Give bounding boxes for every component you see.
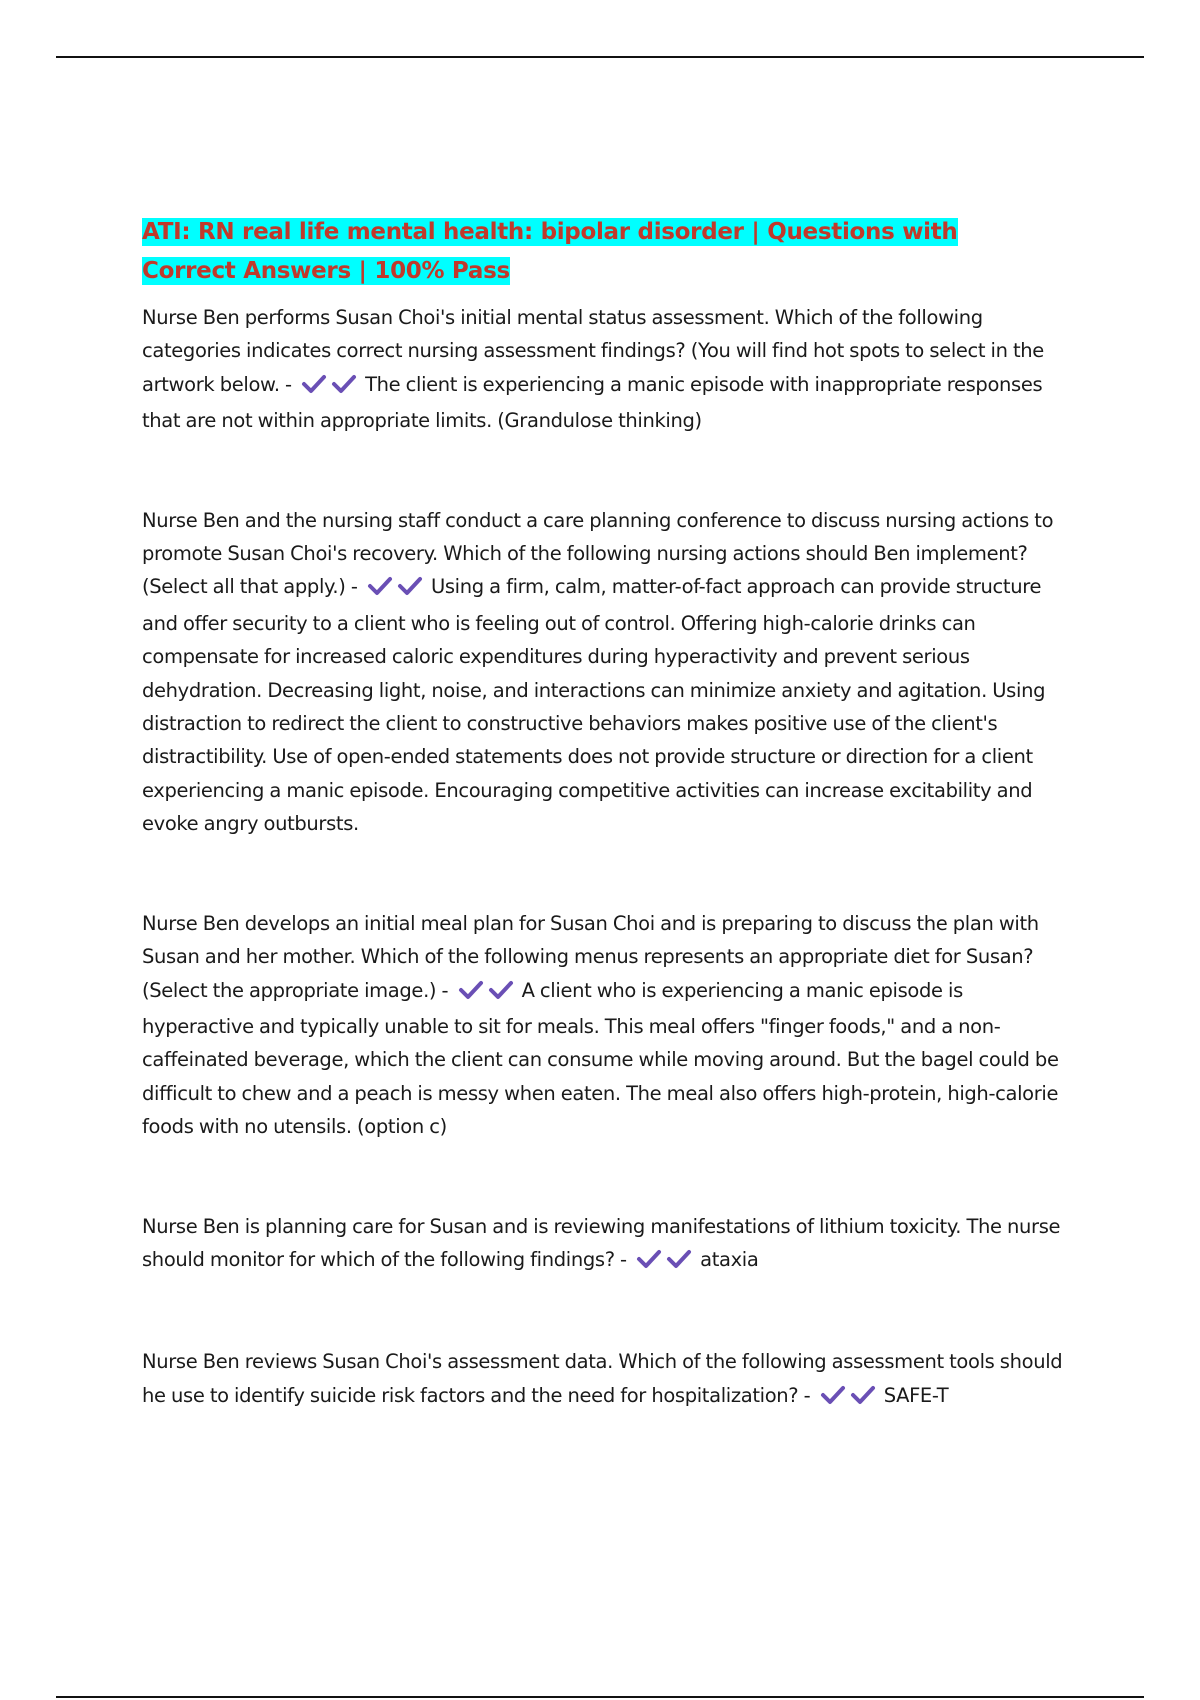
document-title bbox=[142, 213, 972, 291]
bottom-divider bbox=[56, 1696, 1144, 1698]
double-check-icon bbox=[301, 371, 361, 404]
double-check-icon bbox=[636, 1246, 696, 1279]
check-icon bbox=[301, 374, 327, 394]
question-text: Nurse Ben and the nursing staff conduct a care planning conference to discuss nursing actions to promote Susan Choi's recovery. Which of the following nursing actions should Ben implement? (Select all that apply.) - bbox=[142, 508, 1054, 599]
check-icon bbox=[367, 576, 393, 596]
answer-text: The client is experiencing a manic episode with inappropriate responses that are not within appropriate limits. (Grandulose thinking) bbox=[142, 372, 1043, 433]
qa-item-2 bbox=[142, 504, 1066, 841]
check-icon bbox=[488, 980, 514, 1000]
check-icon bbox=[397, 576, 423, 596]
answer-text: SAFE-T bbox=[883, 1383, 949, 1407]
qa-item-4 bbox=[142, 1210, 1066, 1280]
question-text: Nurse Ben performs Susan Choi's initial mental status assessment. Which of the following categories indicates correct nursing assessment findings? (You will find hot spots to select in the artwork below. - bbox=[142, 306, 1044, 396]
document-body bbox=[142, 213, 1066, 1481]
double-check-icon bbox=[458, 977, 518, 1010]
title-highlight: ATI: RN real life mental health: bipolar disorder | Questions with Correct Answers | 100% Pass bbox=[142, 219, 958, 284]
question-text: Nurse Ben reviews Susan Choi's assessment data. Which of the following assessment tools should he use to identify suicide risk factors and the need for hospitalization? - bbox=[142, 1350, 1063, 1407]
question-text: Nurse Ben develops an initial meal plan for Susan Choi and is preparing to discuss the plan with Susan and her mother. Which of the following menus represents an appropriate diet for Susan? (Select the appropriate image.) - bbox=[142, 911, 1039, 1002]
answer-text: A client who is experiencing a manic episode is hyperactive and typically unable to sit for meals. This meal offers "finger foods," and a non-caffeinated beverage, which the client can consume while moving around. But the bagel could be difficult to chew and a peach is messy when eaten. The meal also offers high-protein, high-calorie foods with no utensils. (option c) bbox=[142, 978, 1059, 1139]
qa-item-1 bbox=[142, 301, 1066, 438]
check-icon bbox=[666, 1249, 692, 1269]
check-icon bbox=[458, 980, 484, 1000]
answer-text: ataxia bbox=[700, 1247, 759, 1271]
top-divider bbox=[56, 56, 1144, 58]
qa-item-5 bbox=[142, 1345, 1066, 1415]
answer-text: Using a firm, calm, matter-of-fact approach can provide structure and offer security to a client who is feeling out of control. Offering high-calorie drinks can compensate for increased caloric expenditures during hyperactivity and prevent serious dehydration. Decreasing light, noise, and interactions can minimize anxiety and agitation. Using distraction to redirect the client to constructive behaviors makes positive use of the client's distractibility. Use of open-ended statements does not provide structure or direction for a client experiencing a manic episode. Encouraging competitive activities can increase excitability and evoke angry outbursts. bbox=[142, 575, 1046, 836]
qa-item-3 bbox=[142, 907, 1066, 1144]
question-text: Nurse Ben is planning care for Susan and is reviewing manifestations of lithium toxicity. The nurse should monitor for which of the following findings? - bbox=[142, 1214, 1061, 1271]
check-icon bbox=[331, 374, 357, 394]
check-icon bbox=[850, 1385, 876, 1405]
double-check-icon bbox=[367, 573, 427, 606]
double-check-icon bbox=[820, 1382, 880, 1415]
check-icon bbox=[820, 1385, 846, 1405]
check-icon bbox=[636, 1249, 662, 1269]
